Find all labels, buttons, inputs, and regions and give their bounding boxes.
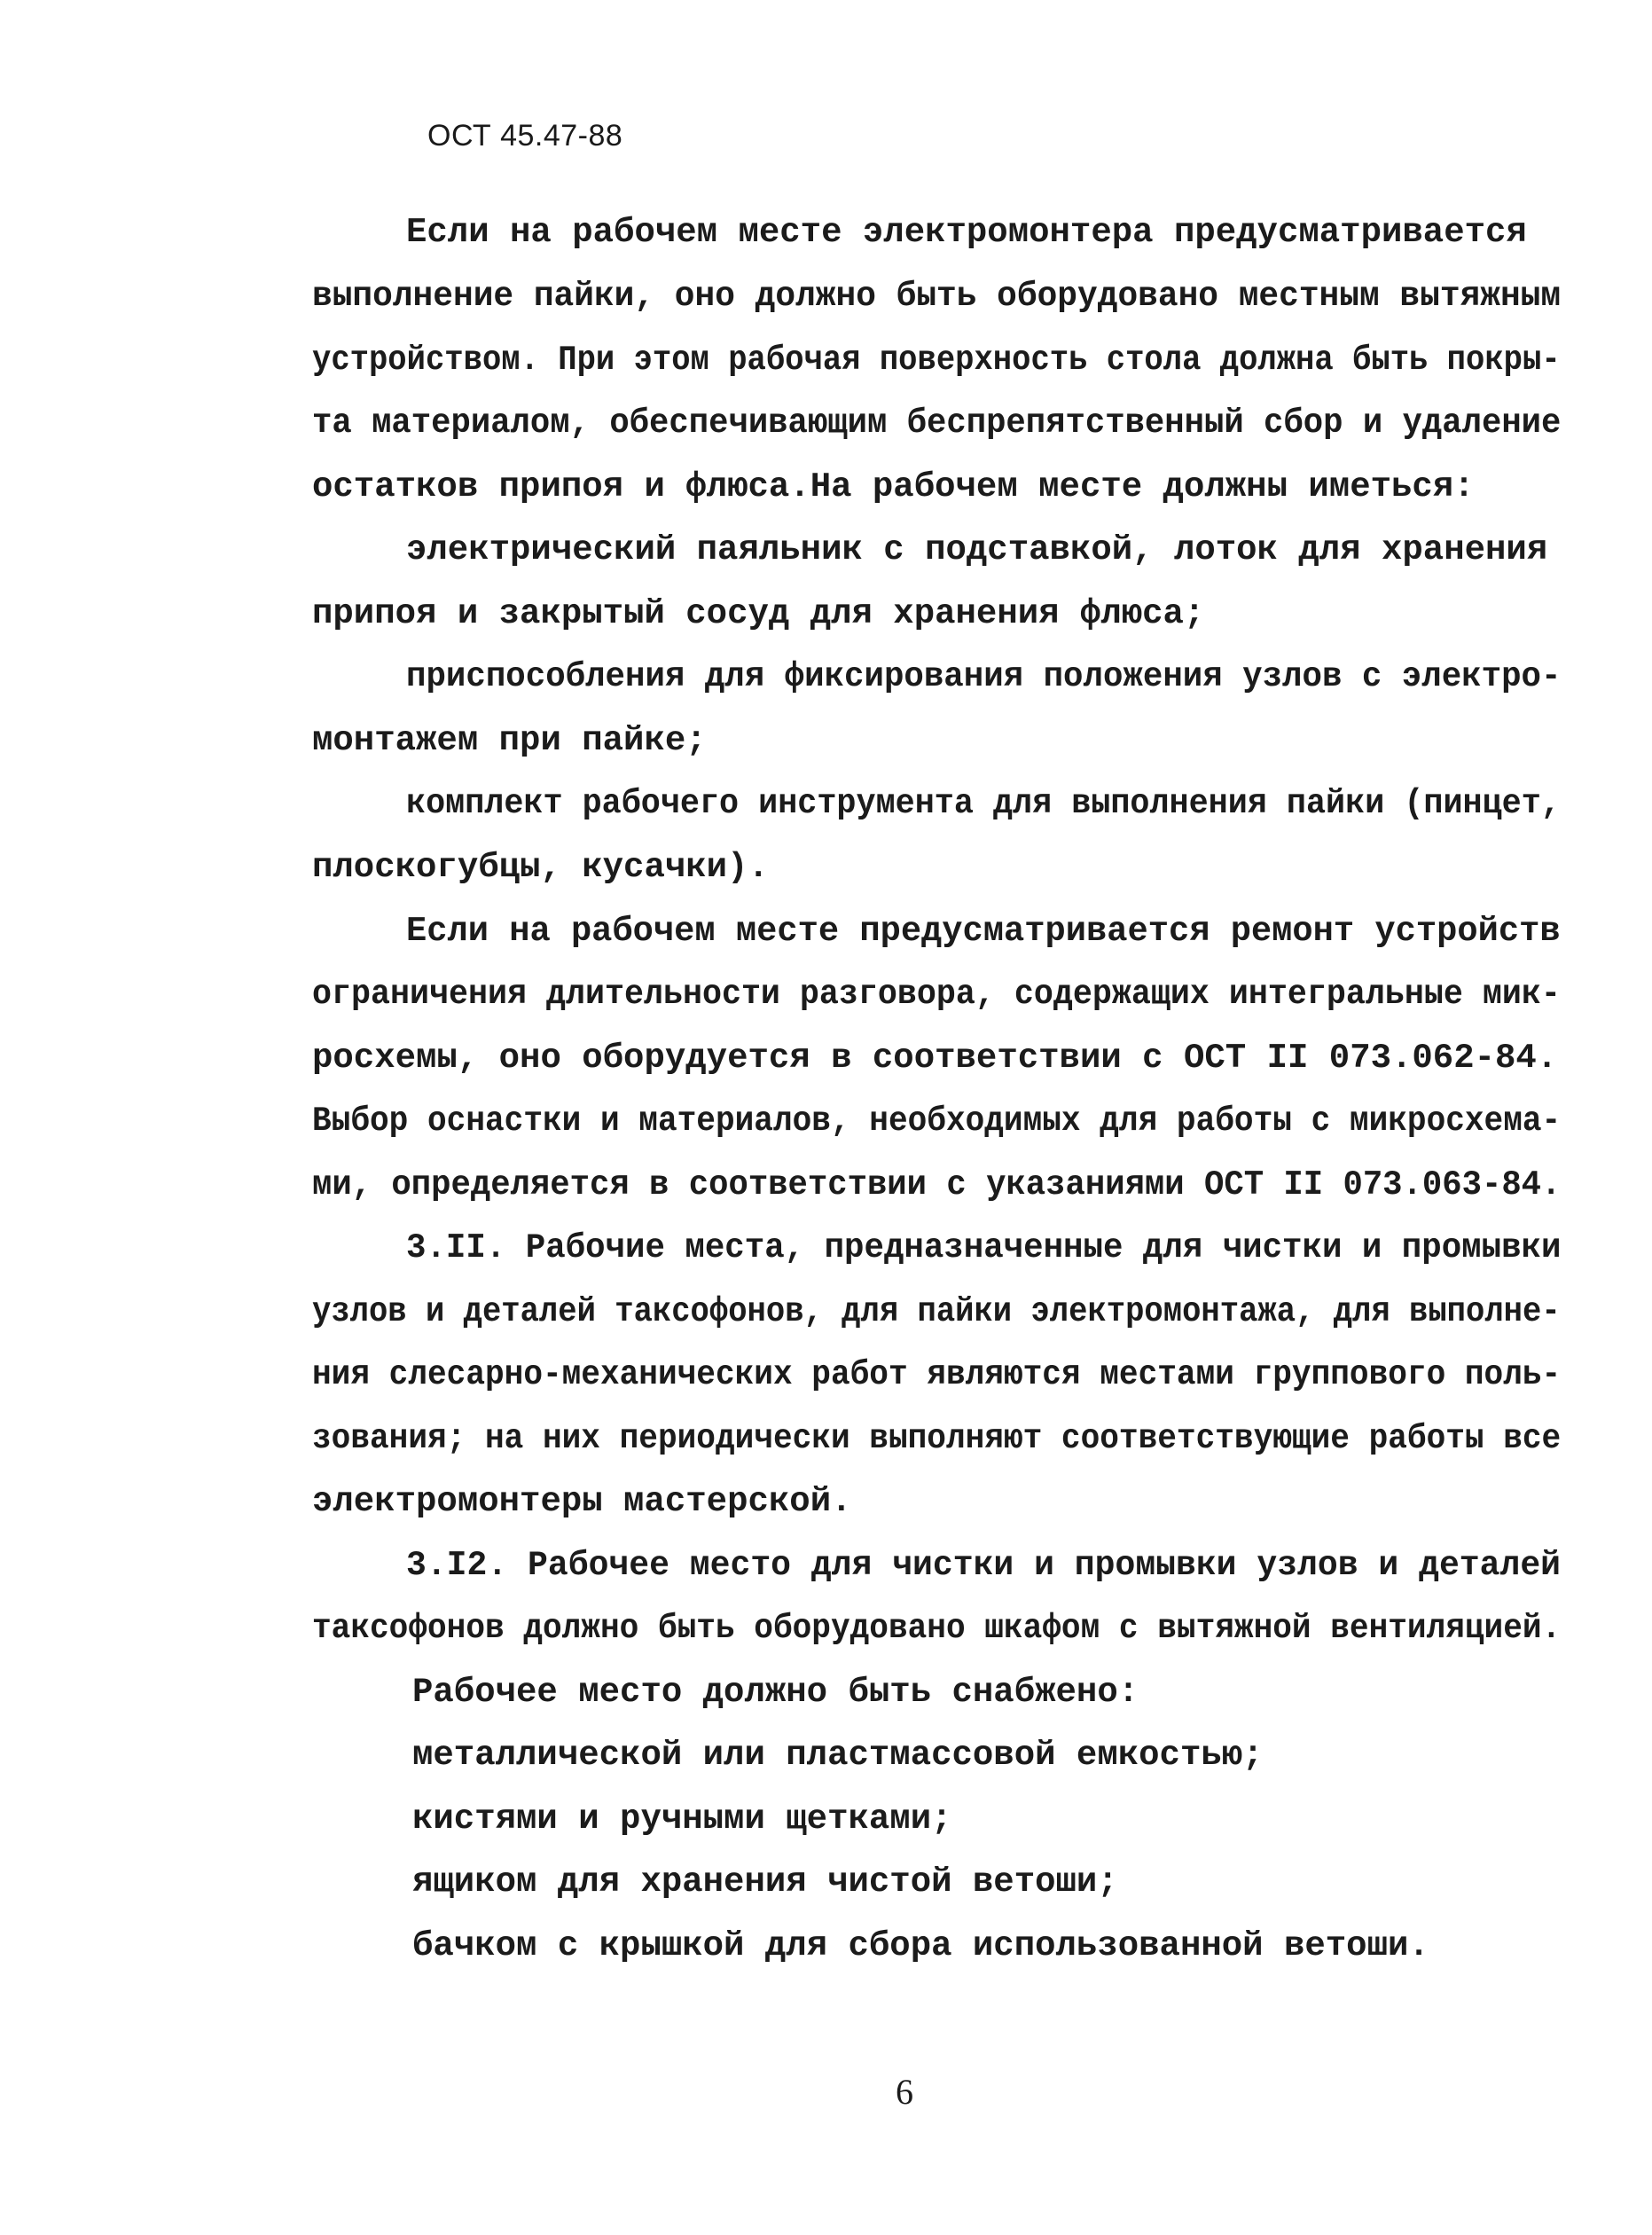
document-code: ОСТ 45.47-88 (427, 119, 623, 153)
body-line: ограничения длительности разговора, содержащих интегральные мик- (312, 975, 1561, 1014)
body-line: та материалом, обеспечивающим беспрепятственный сбор и удаление (312, 404, 1562, 443)
body-line: таксофонов должно быть оборудовано шкафом с вытяжной вентиляцией. (312, 1609, 1562, 1648)
body-line: бачком с крышкой для сбора использованной ветоши. (412, 1926, 1429, 1965)
body-line: комплект рабочего инструмента для выполнения пайки (пинцет, (406, 784, 1561, 823)
body-line: выполнение пайки, оно должно быть оборудовано местным вытяжным (312, 277, 1562, 316)
body-line: 3.II. Рабочие места, предназначенные для чистки и промывки (406, 1228, 1562, 1267)
body-line: Выбор оснастки и материалов, необходимых для работы с микросхема- (312, 1102, 1562, 1141)
body-line: приспособления для фиксирования положения узлов с электро- (406, 657, 1562, 696)
body-line: узлов и деталей таксофонов, для пайки электромонтажа, для выполне- (312, 1292, 1561, 1331)
page-number: 6 (896, 2072, 913, 2112)
body-line: ния слесарно-механических работ являются местами группового поль- (312, 1355, 1562, 1394)
body-line: электрический паяльник с подставкой, лоток для хранения (406, 530, 1548, 569)
body-line: плоскогубцы, кусачки). (312, 848, 769, 887)
body-line: остатков припоя и флюса.На рабочем месте должны иметься: (312, 467, 1475, 506)
body-line: 3.I2. Рабочее место для чистки и промывки узлов и деталей (406, 1546, 1562, 1585)
body-line: Если на рабочем месте предусматривается ремонт устройств (406, 912, 1561, 951)
body-line: устройством. При этом рабочая поверхность стола должна быть покры- (312, 341, 1561, 380)
body-line: кистями и ручными щетками; (412, 1800, 952, 1839)
body-line: ящиком для хранения чистой ветоши; (412, 1862, 1118, 1902)
body-line: монтажем при пайке; (312, 721, 707, 760)
body-line: электромонтеры мастерской. (312, 1482, 852, 1521)
body-line: ми, определяется в соответствии с указаниями ОСТ II 073.063-84. (312, 1165, 1562, 1204)
body-line: Рабочее место должно быть снабжено: (412, 1673, 1139, 1712)
body-line: росхемы, оно оборудуется в соответствии с ОСТ II 073.062-84. (312, 1039, 1558, 1078)
body-line: припоя и закрытый сосуд для хранения флюса; (312, 594, 1205, 633)
body-line: зования; на них периодически выполняют соответствующие работы все (312, 1419, 1562, 1458)
body-line: Если на рабочем месте электромонтера предусматривается (406, 213, 1527, 252)
body-line: металлической или пластмассовой емкостью; (412, 1736, 1264, 1775)
